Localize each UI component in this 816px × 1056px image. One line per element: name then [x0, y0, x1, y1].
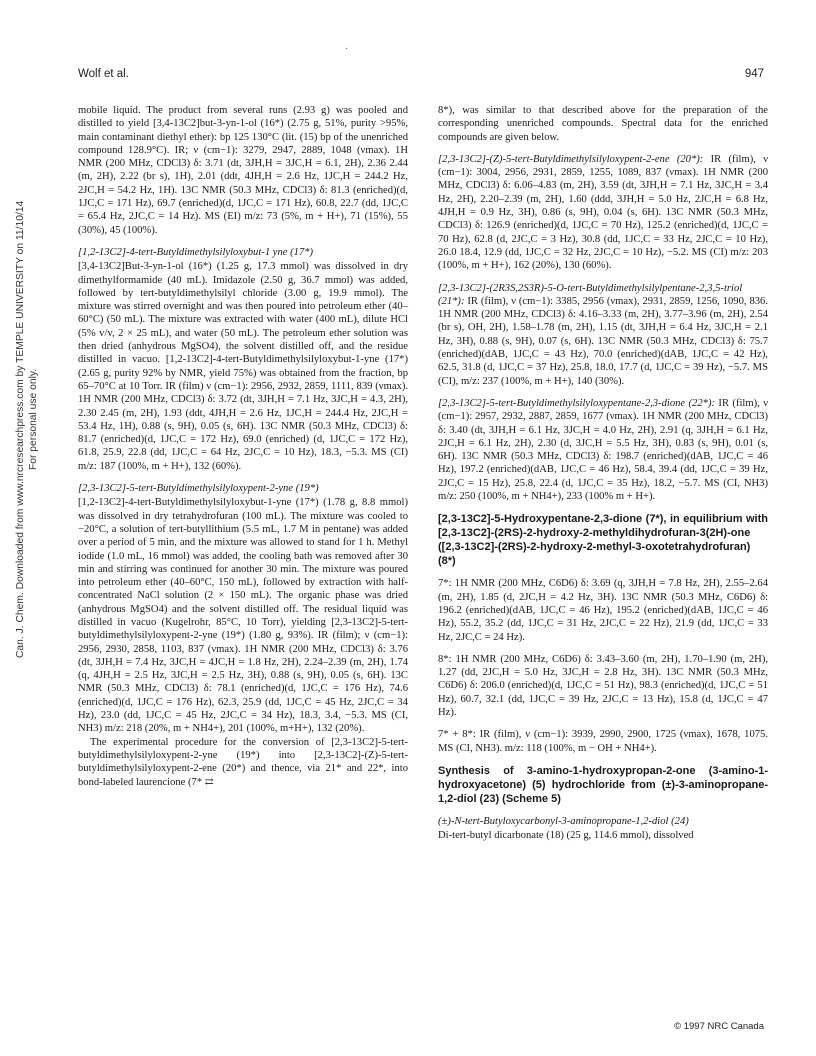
body-paragraph: 8*: 1H NMR (200 MHz, C6D6) δ: 3.43–3.60 (m, 2H), 1.70–1.90 (m, 2H), 1.27 (dd, 2JC,H = 5.0 Hz, 3JC,H = 2.8 Hz, 3H). 13C NMR (50.3 MHz, C6D6) δ: 206.0 (enriched)(d, 1JC,C = 51 Hz), 98.3 (enriched)(d, 1JC,C = 51 Hz), 60.7, 32.1 (dd, 1JC,C = 39 Hz, 2JC,C = 13 Hz), 15.8 (d, 1JC,C = 47 Hz).	[438, 653, 768, 718]
spectral-text: IR (film), ν (cm−1): 3385, 2956 (νmax), 2931, 2859, 1256, 1090, 836. 1H NMR (200 MHz, CDCl3) δ: 4.16–3.33 (m, 2H), 3.77–3.96 (m, 2H), 2.54 (br s), OH, 2H), 1.58–1.78 (m, 2H), 1.15 (dt, 3JH,H = 6.4 Hz, 3JC,H = 2.1 Hz, 3H), 0.88 (s, 9H), 0.07 (s, 6H). 13C NMR (50.3 MHz, CDCl3) δ: 75.7 (enriched)(dAB, 1JC,C = 43 Hz), 70.0 (enriched)(dAB, 1JC,C = 42 Hz), 62.5, 31.8 (d, 1JC,C = 37 Hz), 25.8, 18.0, 17.7 (d, 1JC,C = 39 Hz), −5.7. MS (CI), m/z: 237 (100%, m + H+), 140 (30%).	[438, 295, 768, 387]
left-column	[78, 104, 408, 798]
compound-name: [2,3-13C2]-(2R3S,2S3R)-5-O-tert-Butyldimethylsilylpentane-2,3,5-triol (21*):	[438, 282, 743, 307]
compound-spectral-data	[438, 397, 768, 503]
section-heading: [2,3-13C2]-5-Hydroxypentane-2,3-dione (7*), in equilibrium with [2,3-13C2]-(2RS)-2-hydroxy-2-methyldihydrofuran-3(2H)-one ([2,3-13C2]-(2RS)-2-hydroxy-2-methyl-3-oxotetrahydrofuran) (8*)	[438, 513, 768, 568]
section-subheading: [2,3-13C2]-5-tert-Butyldimethylsilyloxypent-2-yne (19*)	[78, 483, 319, 495]
spectral-text: IR (film), ν (cm−1): 2957, 2932, 2887, 2859, 1677 (νmax). 1H NMR (200 MHz, CDCl3) δ: 3.40 (dt, 3JH,H = 6.1 Hz, 3JC,H = 4.0 Hz, 2H), 2.91 (q, 3JH,H = 6.1 Hz, 2JC,H = 6.1 Hz, 2H), 2.30 (d, 3JC,H = 5.5 Hz, 3H), 0.83 (s, 9H), 0.01 (s, 6H). 13C NMR (50.3 MHz, CDCl3) δ: 198.7 (enriched)(dAB, 1JC,C = 46 Hz), 197.2 (enriched)(dAB, 1JC,C = 46 Hz), 58.4, 39.4 (dd, 1JC,C = 39 Hz, 2JC,C = 15 Hz), 25.8, 22.4 (d, 1JC,C = 35 Hz), 18.2, −5.7. MS (CI, NH3) m/z: 250 (100%, m + NH4+), 233 (100% m + H+).	[438, 397, 768, 503]
spectral-text: IR (film), ν (cm−1): 3004, 2956, 2931, 2859, 1255, 1089, 837 (νmax). 1H NMR (200 MHz, CDCl3) δ: 6.06–4.83 (m, 2H), 3.59 (dt, 3JH,H = 7.1 Hz, 3JC,H = 3.4 Hz, 2H), 2.20–2.39 (m, 2H), 1.60 (ddd, 3JH,H = 5.0 Hz, 2JC,H = 6.8 Hz, 4JH,H = 0.9 Hz, 3H), 0.86 (s, 9H), 0.04 (s, 6H). 13C NMR (50.3 MHz, CDCl3) δ: 126.9 (enriched)(d, 1JC,C = 70 Hz), 125.2 (enriched)(d, 1JC,C = 70 Hz), 62.8 (d, 2JC,C = 3 Hz), 30.8 (dd, 1JC,C = 33 Hz, 2JC,C = 10 Hz), 26.0 18.4, 12.9 (dd, 1JC,C = 32 Hz, 2JC,C = 10 Hz), −5.2. MS (CI) m/z: 203 (100%, m + H+), 162 (20%), 130 (60%).	[438, 153, 768, 272]
download-watermark	[14, 98, 46, 658]
running-header-authors: Wolf et al.	[78, 68, 129, 80]
scan-speck: ·	[345, 44, 349, 55]
body-paragraph: 7* + 8*: IR (film), ν (cm−1): 3939, 2990, 2900, 1725 (νmax), 1678, 1075. MS (CI, NH3). m/z: 118 (100%, m − OH + NH4+).	[438, 729, 768, 754]
section-heading: Synthesis of 3-amino-1-hydroxypropan-2-one (3-amino-1-hydroxyacetone) (5) hydrochloride from (±)-3-aminopropane-1,2-diol (23) (Scheme 5)	[438, 764, 768, 805]
compound-spectral-data	[438, 282, 768, 388]
body-paragraph: [1,2-13C2]-4-tert-Butyldimethylsilyloxybut-1-yne (17*) (1.78 g, 8.8 mmol) was dissolved in dry tetrahydrofuran (100 mL). The mixture was cooled to −20°C, a solution of tert-butyllithium (5.5 mL, 1.7 M in pentane) was added over a period of 5 min, and the mixture was allowed to stand for 1 h. Methyl iodide (1.0 mL, 16 mmol) was added, the cooling bath was removed after 30 min and stirring was continued for another 30 min. The mixture was poured into petroleum ether (40–60°C, 150 mL), followed by extraction with half-concentrated NaCl solution (2 × 150 mL). The organic phase was dried (anhydrous MgSO4) and the solvent distilled off. The residual liquid was distilled in vacuo (Kugelrohr, 85°C, 10 Torr), yielding [2,3-13C2]-5-tert-butyldimethylsilyloxypent-2-yne (19*) (1.80 g, 93%). IR (film); ν (cm−1): 2956, 2930, 2858, 1103, 837 (νmax). 1H NMR (200 MHz, CDCl3) δ: 3.76 (dt, 3JH,H = 7.4 Hz, 3JC,H = 4JC,H = 1.8 Hz, 2H), 2.24–2.39 (m, 2H), 1.74 (q, 4JH,H = 2.5 Hz, 3JC,H = 2.5 Hz, 3H), 0.88 (s, 9H), 0.05 (s, 6H). 13C NMR (50.3 MHz, CDCl3) δ: 78.1 (enriched)(d, 1JC,C = 176 Hz), 74.6 (enriched)(d, 1JC,C = 176 Hz), 62.3, 25.9 (dd, 1JC,C = 45 Hz, 2JC,C = 34 Hz), 23.0 (dd, 1JC,C = 45 Hz, 2JC,C = 34 Hz), 18.3, 3.4, −5.3. MS (CI, NH3) m/z: 218 (20%, m + NH4+), 201 (100%, m+H+), 132 (20%).	[78, 497, 408, 735]
compound-name: [2,3-13C2]-(Z)-5-tert-Butyldimethylsilyloxypent-2-ene (20*):	[438, 153, 704, 165]
page-number: 947	[744, 68, 764, 80]
watermark-line-2: For personal use only.	[28, 368, 39, 470]
watermark-line-1: Can. J. Chem. Downloaded from www.nrcresearchpress.com by TEMPLE UNIVERSITY on 11/10/14	[15, 200, 26, 658]
body-paragraph: The experimental procedure for the conversion of [2,3-13C2]-5-tert-butyldimethylsilyloxypent-2-yne (19*) into [2,3-13C2]-(Z)-5-tert-butyldimethylsilyloxypent-2-ene (20*) and thence, via 21* and 22*, into bond-labeled laurencione (7* ⇄	[78, 736, 408, 788]
body-paragraph: 7*: 1H NMR (200 MHz, C6D6) δ: 3.69 (q, 3JH,H = 7.8 Hz, 2H), 2.55–2.64 (m, 2H), 1.85 (d, 2JC,H = 4.2 Hz, 3H). 13C NMR (50.3 MHz, C6D6) δ: 196.2 (enriched)(dAB, 1JC,C = 46 Hz), 195.2 (enriched)(dAB, 1JC,C = 46 Hz), 55.2, 35.2 (dd, 1JC,C = 31 Hz, 2JC,C = 22 Hz), 21.9 (dd, 1JC,C = 33 Hz, 2JC,C = 24 Hz).	[438, 578, 768, 643]
body-paragraph: mobile liquid. The product from several runs (2.93 g) was pooled and distilled to yield [3,4-13C2]but-3-yn-1-ol (16*) (2.75 g, 51%, purity >95%, main contaminant diethyl ether): bp 125 130°C (lit. (15) bp of the unenriched compound 128.9°C). IR; ν (cm−1): 3279, 2947, 2889, 1048 (νmax). 1H NMR (200 MHz, CDCl3) δ: 3.71 (dt, 3JH,H = 3JC,H = 6.1, 2H), 2.36 2.44 (m, 2H), 2.22 (br s), 1H), 2.01 (ddt, 4JH,H = 2.6 Hz, 1JC,H = 244.2 Hz, 2JC,H = 54.2 Hz, 1H). 13C NMR (50.3 MHz, CDCl3) δ: 81.3 (enriched)(d, 1JC,C = 171 Hz), 69.7 (enriched)(d, 1JC,C = 171 Hz), 60.8, 22.7 (dd, 1JC,C = 65.4 Hz, 2JC,C = 14 Hz). MS (EI) m/z: 73 (5%, m + H+), 71 (15%), 55 (30%), 45 (100%).	[78, 105, 408, 236]
copyright-footer: © 1997 NRC Canada	[674, 1021, 764, 1032]
body-paragraph: 8*), was similar to that described above for the preparation of the corresponding unenriched compounds. Spectral data for the enriched compounds are given below.	[438, 105, 768, 143]
body-paragraph: Di-tert-butyl dicarbonate (18) (25 g, 114.6 mmol), dissolved	[438, 830, 694, 842]
right-column	[438, 104, 768, 851]
section-subheading: (±)-N-tert-Butyloxycarbonyl-3-aminopropane-1,2-diol (24)	[438, 815, 689, 827]
compound-name: [2,3-13C2]-5-tert-Butyldimethylsilyloxypentane-2,3-dione (22*):	[438, 397, 716, 409]
compound-spectral-data	[438, 153, 768, 273]
body-paragraph: [3,4-13C2]But-3-yn-1-ol (16*) (1.25 g, 17.3 mmol) was dissolved in dry dimethylformamide (40 mL). Imidazole (2.50 g, 36.7 mmol) was added, followed by tert-butyldimethylsilyl chloride (3.00 g, 19.9 mmol). The mixture was stirred overnight and was then poured into petroleum ether (40–60°C) (50 mL). The mixture was extracted with water (400 mL), dilute HCl (5% v/v, 2 × 25 mL), and water (50 mL). The petroleum ether solution was then dried (anhydrous MgSO4), the solvent distilled off, and the residue distilled in vacuo. [1,2-13C2]-4-tert-Butyldimethylsilyloxybut-1-yne (17*) (2.65 g, purity 92% by NMR, yield 75%) was obtained from the fraction, bp 65–70°C at 10 Torr. IR (film) ν (cm−1): 2956, 2932, 2859, 1111, 839 (νmax). 1H NMR (200 MHz, CDCl3) δ: 3.72 (dt, 3JH,H = 7.1 Hz, 3JC,H = 4.3, 2H), 2.30 2.45 (m, 2H), 1.93 (ddt, 4JH,H = 2.6 Hz, 1JC,H = 244.4 Hz, 2JC,H = 53.4 Hz, 1H), 0.88 (s, 9H), 0.05 (s, 6H). 13C NMR (50.3 MHz, CDCl3) δ: 81.7 (enriched)(d, 1JC,C = 172 Hz), 69.0 (enriched) (d, 1JC,C = 172 Hz), 61.8, 25.9, 22.8 (dd, 1JC,C = 64 Hz, 2JC,C = 10 Hz), 18.3, −5.3. MS (CI) m/z: 187 (100%, m + H+), 132 (60%).	[78, 261, 408, 472]
section-subheading: [1,2-13C2]-4-tert-Butyldimethylsilyloxybut-1 yne (17*)	[78, 246, 314, 258]
